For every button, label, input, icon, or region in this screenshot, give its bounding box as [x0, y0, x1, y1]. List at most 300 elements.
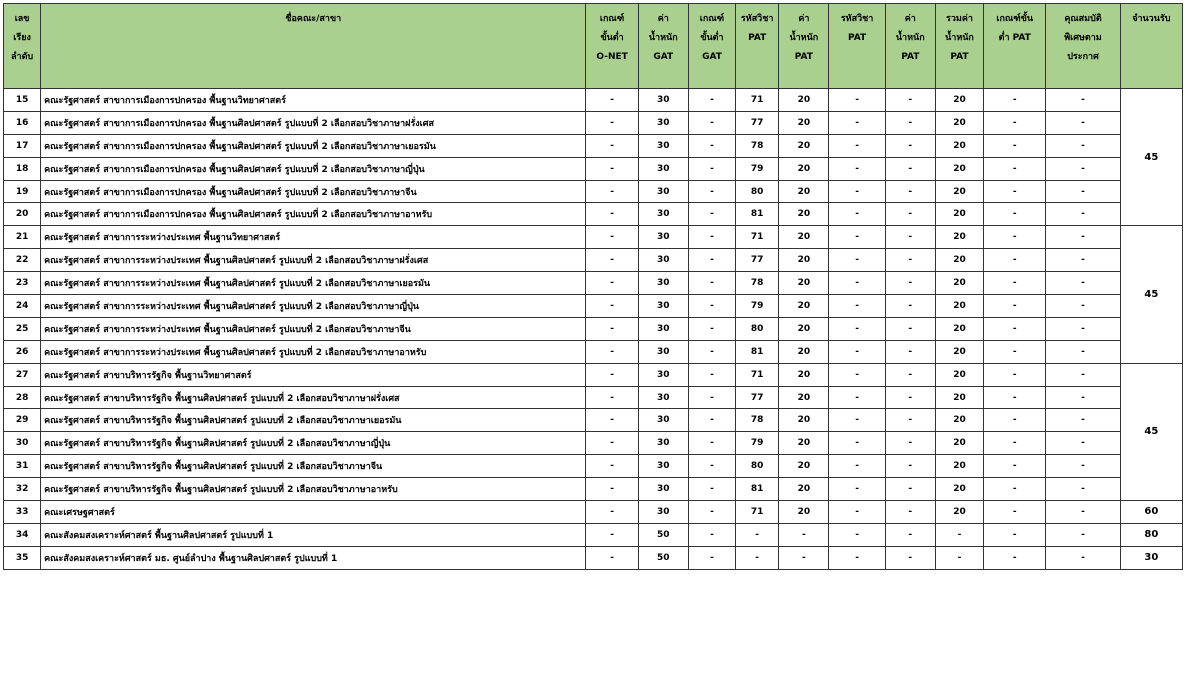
onet-min-cell: -	[586, 409, 638, 432]
special-qualification-cell: -	[1046, 432, 1120, 455]
pat-code-1-cell: 77	[736, 249, 779, 272]
program-name-cell: คณะรัฐศาสตร์ สาขาบริหารรัฐกิจ พื้นฐานศิลปศาสตร์ รูปแบบที่ 2 เลือกสอบวิชาภาษาจีน	[41, 455, 586, 478]
column-header	[984, 4, 1046, 89]
pat-code-2-cell: -	[829, 546, 885, 569]
column-header-line: พิเศษตาม	[1064, 33, 1102, 43]
gat-weight-cell: 30	[638, 203, 688, 226]
program-name-cell: คณะรัฐศาสตร์ สาขาการเมืองการปกครอง พื้นฐานศิลปศาสตร์ รูปแบบที่ 2 เลือกสอบวิชาภาษาเยอรมัน	[41, 134, 586, 157]
quota-cell: 30	[1120, 546, 1182, 569]
pat-weight-2-cell: -	[885, 272, 935, 295]
pat-weight-1-cell: 20	[779, 111, 829, 134]
gat-min-cell: -	[688, 134, 735, 157]
pat-weight-1-cell: 20	[779, 295, 829, 318]
special-qualification-cell: -	[1046, 295, 1120, 318]
pat-total-weight-cell: 20	[935, 501, 983, 524]
gat-min-cell: -	[688, 226, 735, 249]
gat-weight-cell: 30	[638, 409, 688, 432]
row-number-cell: 16	[4, 111, 41, 134]
pat-min-cell: -	[984, 272, 1046, 295]
table-row	[4, 157, 1183, 180]
pat-weight-1-cell: 20	[779, 386, 829, 409]
column-header-line: เกณฑ์	[699, 14, 725, 24]
onet-min-cell: -	[586, 317, 638, 340]
pat-min-cell: -	[984, 249, 1046, 272]
pat-code-2-cell: -	[829, 317, 885, 340]
special-qualification-cell: -	[1046, 249, 1120, 272]
column-header-line: รหัสวิชา	[740, 14, 774, 24]
pat-code-2-cell: -	[829, 455, 885, 478]
pat-code-1-cell: -	[736, 523, 779, 546]
gat-min-cell: -	[688, 203, 735, 226]
pat-min-cell: -	[984, 180, 1046, 203]
pat-weight-1-cell: 20	[779, 226, 829, 249]
special-qualification-cell: -	[1046, 546, 1120, 569]
pat-total-weight-cell: 20	[935, 249, 983, 272]
column-header	[4, 4, 41, 89]
column-header	[1046, 4, 1120, 89]
pat-code-1-cell: 80	[736, 180, 779, 203]
pat-weight-2-cell: -	[885, 157, 935, 180]
pat-code-1-cell: 78	[736, 134, 779, 157]
pat-min-cell: -	[984, 455, 1046, 478]
onet-min-cell: -	[586, 478, 638, 501]
table-row	[4, 501, 1183, 524]
pat-code-2-cell: -	[829, 295, 885, 318]
row-number-cell: 27	[4, 363, 41, 386]
admission-criteria-table	[3, 3, 1183, 570]
column-header-line: น้ำหนัก	[895, 33, 925, 43]
special-qualification-cell: -	[1046, 340, 1120, 363]
gat-weight-cell: 30	[638, 111, 688, 134]
special-qualification-cell: -	[1046, 501, 1120, 524]
special-qualification-cell: -	[1046, 180, 1120, 203]
quota-cell: 45	[1120, 226, 1182, 363]
program-name-cell: คณะรัฐศาสตร์ สาขาการระหว่างประเทศ พื้นฐานศิลปศาสตร์ รูปแบบที่ 2 เลือกสอบวิชาภาษาอาหรับ	[41, 340, 586, 363]
gat-min-cell: -	[688, 317, 735, 340]
column-header	[586, 4, 638, 89]
program-name-cell: คณะรัฐศาสตร์ สาขาการเมืองการปกครอง พื้นฐานศิลปศาสตร์ รูปแบบที่ 2 เลือกสอบวิชาภาษาญี่ปุ่น	[41, 157, 586, 180]
row-number-cell: 19	[4, 180, 41, 203]
onet-min-cell: -	[586, 432, 638, 455]
column-header-line: รหัสวิชา	[840, 14, 874, 24]
special-qualification-cell: -	[1046, 523, 1120, 546]
gat-weight-cell: 30	[638, 157, 688, 180]
onet-min-cell: -	[586, 546, 638, 569]
pat-weight-2-cell: -	[885, 409, 935, 432]
onet-min-cell: -	[586, 134, 638, 157]
pat-total-weight-cell: 20	[935, 111, 983, 134]
special-qualification-cell: -	[1046, 226, 1120, 249]
column-header-line: คุณสมบัติ	[1064, 14, 1102, 24]
pat-total-weight-cell: 20	[935, 432, 983, 455]
table-row	[4, 180, 1183, 203]
program-name-cell: คณะรัฐศาสตร์ สาขาการเมืองการปกครอง พื้นฐานศิลปศาสตร์ รูปแบบที่ 2 เลือกสอบวิชาภาษาฝรั่งเศส	[41, 111, 586, 134]
special-qualification-cell: -	[1046, 409, 1120, 432]
column-header-line: น้ำหนัก	[789, 33, 819, 43]
program-name-cell: คณะรัฐศาสตร์ สาขาบริหารรัฐกิจ พื้นฐานศิลปศาสตร์ รูปแบบที่ 2 เลือกสอบวิชาภาษาญี่ปุ่น	[41, 432, 586, 455]
row-number-cell: 22	[4, 249, 41, 272]
pat-min-cell: -	[984, 546, 1046, 569]
program-name-cell: คณะสังคมสงเคราะห์ศาสตร์ พื้นฐานศิลปศาสตร์ รูปแบบที่ 1	[41, 523, 586, 546]
gat-min-cell: -	[688, 501, 735, 524]
table-row	[4, 89, 1183, 112]
pat-code-2-cell: -	[829, 157, 885, 180]
program-name-cell: คณะรัฐศาสตร์ สาขาบริหารรัฐกิจ พื้นฐานวิทยาศาสตร์	[41, 363, 586, 386]
column-header-line: PAT	[794, 52, 813, 62]
column-header	[41, 4, 586, 89]
gat-min-cell: -	[688, 111, 735, 134]
pat-code-2-cell: -	[829, 363, 885, 386]
table-row	[4, 409, 1183, 432]
table-row	[4, 226, 1183, 249]
gat-weight-cell: 30	[638, 340, 688, 363]
gat-weight-cell: 30	[638, 386, 688, 409]
gat-min-cell: -	[688, 89, 735, 112]
pat-weight-2-cell: -	[885, 226, 935, 249]
column-header-line: GAT	[653, 52, 674, 62]
pat-weight-2-cell: -	[885, 295, 935, 318]
pat-code-2-cell: -	[829, 386, 885, 409]
special-qualification-cell: -	[1046, 363, 1120, 386]
quota-cell: 80	[1120, 523, 1182, 546]
onet-min-cell: -	[586, 180, 638, 203]
pat-weight-2-cell: -	[885, 455, 935, 478]
pat-min-cell: -	[984, 432, 1046, 455]
pat-total-weight-cell: 20	[935, 226, 983, 249]
gat-weight-cell: 30	[638, 501, 688, 524]
column-header-line: ค่า	[904, 14, 916, 24]
program-name-cell: คณะรัฐศาสตร์ สาขาบริหารรัฐกิจ พื้นฐานศิลปศาสตร์ รูปแบบที่ 2 เลือกสอบวิชาภาษาฝรั่งเศส	[41, 386, 586, 409]
pat-weight-1-cell: 20	[779, 89, 829, 112]
program-name-cell: คณะสังคมสงเคราะห์ศาสตร์ มธ. ศูนย์ลำปาง พื้นฐานศิลปศาสตร์ รูปแบบที่ 1	[41, 546, 586, 569]
special-qualification-cell: -	[1046, 455, 1120, 478]
pat-total-weight-cell: 20	[935, 89, 983, 112]
table-row	[4, 134, 1183, 157]
pat-weight-1-cell: 20	[779, 134, 829, 157]
gat-min-cell: -	[688, 546, 735, 569]
pat-code-2-cell: -	[829, 111, 885, 134]
pat-min-cell: -	[984, 386, 1046, 409]
gat-weight-cell: 30	[638, 226, 688, 249]
gat-weight-cell: 30	[638, 180, 688, 203]
table-row	[4, 363, 1183, 386]
pat-weight-2-cell: -	[885, 340, 935, 363]
pat-min-cell: -	[984, 340, 1046, 363]
special-qualification-cell: -	[1046, 317, 1120, 340]
pat-code-2-cell: -	[829, 226, 885, 249]
column-header-line: ขั้นต่ำ	[600, 33, 624, 43]
pat-weight-2-cell: -	[885, 478, 935, 501]
pat-weight-2-cell: -	[885, 134, 935, 157]
pat-min-cell: -	[984, 317, 1046, 340]
table-row	[4, 340, 1183, 363]
pat-weight-1-cell: 20	[779, 157, 829, 180]
gat-min-cell: -	[688, 386, 735, 409]
column-header	[1120, 4, 1182, 89]
table-row	[4, 478, 1183, 501]
onet-min-cell: -	[586, 340, 638, 363]
pat-code-2-cell: -	[829, 478, 885, 501]
onet-min-cell: -	[586, 386, 638, 409]
row-number-cell: 15	[4, 89, 41, 112]
pat-weight-2-cell: -	[885, 180, 935, 203]
pat-weight-2-cell: -	[885, 501, 935, 524]
pat-total-weight-cell: 20	[935, 180, 983, 203]
pat-weight-1-cell: 20	[779, 432, 829, 455]
pat-weight-2-cell: -	[885, 317, 935, 340]
pat-min-cell: -	[984, 478, 1046, 501]
pat-total-weight-cell: 20	[935, 295, 983, 318]
pat-min-cell: -	[984, 363, 1046, 386]
pat-total-weight-cell: 20	[935, 203, 983, 226]
pat-weight-1-cell: 20	[779, 249, 829, 272]
pat-code-1-cell: 80	[736, 455, 779, 478]
onet-min-cell: -	[586, 157, 638, 180]
column-header-line: ขั้นต่ำ	[700, 33, 724, 43]
pat-weight-1-cell: 20	[779, 203, 829, 226]
special-qualification-cell: -	[1046, 478, 1120, 501]
pat-weight-1-cell: 20	[779, 272, 829, 295]
pat-code-2-cell: -	[829, 523, 885, 546]
quota-cell: 60	[1120, 501, 1182, 524]
row-number-cell: 31	[4, 455, 41, 478]
row-number-cell: 23	[4, 272, 41, 295]
pat-min-cell: -	[984, 89, 1046, 112]
pat-code-2-cell: -	[829, 249, 885, 272]
pat-weight-1-cell: 20	[779, 180, 829, 203]
pat-code-1-cell: 77	[736, 386, 779, 409]
row-number-cell: 35	[4, 546, 41, 569]
pat-code-2-cell: -	[829, 501, 885, 524]
column-header-line: รวมค่า	[946, 14, 973, 24]
pat-code-2-cell: -	[829, 89, 885, 112]
row-number-cell: 28	[4, 386, 41, 409]
column-header-line: ชื่อคณะ/สาขา	[285, 14, 342, 24]
pat-code-1-cell: 71	[736, 89, 779, 112]
onet-min-cell: -	[586, 455, 638, 478]
special-qualification-cell: -	[1046, 89, 1120, 112]
row-number-cell: 25	[4, 317, 41, 340]
gat-min-cell: -	[688, 523, 735, 546]
column-header-line: เกณฑ์	[599, 14, 625, 24]
table-row	[4, 295, 1183, 318]
gat-min-cell: -	[688, 249, 735, 272]
gat-weight-cell: 30	[638, 295, 688, 318]
program-name-cell: คณะรัฐศาสตร์ สาขาการระหว่างประเทศ พื้นฐานศิลปศาสตร์ รูปแบบที่ 2 เลือกสอบวิชาภาษาฝรั่งเศส	[41, 249, 586, 272]
program-name-cell: คณะรัฐศาสตร์ สาขาการเมืองการปกครอง พื้นฐานศิลปศาสตร์ รูปแบบที่ 2 เลือกสอบวิชาภาษาจีน	[41, 180, 586, 203]
table-row	[4, 317, 1183, 340]
column-header-line: น้ำหนัก	[945, 33, 974, 43]
onet-min-cell: -	[586, 363, 638, 386]
column-header-line: เกณฑ์ขั้น	[996, 14, 1034, 24]
gat-weight-cell: 30	[638, 89, 688, 112]
gat-weight-cell: 30	[638, 249, 688, 272]
pat-code-2-cell: -	[829, 432, 885, 455]
program-name-cell: คณะรัฐศาสตร์ สาขาการเมืองการปกครอง พื้นฐานวิทยาศาสตร์	[41, 89, 586, 112]
pat-total-weight-cell: 20	[935, 157, 983, 180]
program-name-cell: คณะรัฐศาสตร์ สาขาการเมืองการปกครอง พื้นฐานศิลปศาสตร์ รูปแบบที่ 2 เลือกสอบวิชาภาษาอาหรับ	[41, 203, 586, 226]
pat-code-1-cell: 81	[736, 203, 779, 226]
pat-total-weight-cell: 20	[935, 317, 983, 340]
pat-code-1-cell: 81	[736, 478, 779, 501]
pat-code-1-cell: 81	[736, 340, 779, 363]
pat-weight-1-cell: 20	[779, 317, 829, 340]
column-header-line: ลำดับ	[11, 52, 34, 62]
row-number-cell: 34	[4, 523, 41, 546]
gat-weight-cell: 30	[638, 317, 688, 340]
pat-min-cell: -	[984, 501, 1046, 524]
pat-code-1-cell: 79	[736, 157, 779, 180]
column-header	[885, 4, 935, 89]
pat-code-2-cell: -	[829, 409, 885, 432]
table-row	[4, 272, 1183, 295]
pat-weight-2-cell: -	[885, 523, 935, 546]
pat-min-cell: -	[984, 523, 1046, 546]
gat-min-cell: -	[688, 432, 735, 455]
pat-code-1-cell: 78	[736, 272, 779, 295]
pat-code-2-cell: -	[829, 340, 885, 363]
column-header-line: จำนวนรับ	[1132, 14, 1171, 24]
pat-code-2-cell: -	[829, 272, 885, 295]
column-header-line: ต่ำ PAT	[998, 33, 1031, 43]
pat-total-weight-cell: 20	[935, 272, 983, 295]
pat-min-cell: -	[984, 134, 1046, 157]
pat-code-1-cell: 78	[736, 409, 779, 432]
row-number-cell: 26	[4, 340, 41, 363]
row-number-cell: 20	[4, 203, 41, 226]
onet-min-cell: -	[586, 249, 638, 272]
pat-weight-1-cell: -	[779, 546, 829, 569]
column-header-line: O-NET	[596, 52, 628, 62]
pat-total-weight-cell: 20	[935, 409, 983, 432]
special-qualification-cell: -	[1046, 272, 1120, 295]
gat-min-cell: -	[688, 180, 735, 203]
pat-code-2-cell: -	[829, 134, 885, 157]
row-number-cell: 21	[4, 226, 41, 249]
quota-cell: 45	[1120, 89, 1182, 226]
program-name-cell: คณะรัฐศาสตร์ สาขาบริหารรัฐกิจ พื้นฐานศิลปศาสตร์ รูปแบบที่ 2 เลือกสอบวิชาภาษาอาหรับ	[41, 478, 586, 501]
table-row	[4, 455, 1183, 478]
quota-cell: 45	[1120, 363, 1182, 500]
pat-weight-2-cell: -	[885, 203, 935, 226]
column-header-line: PAT	[950, 52, 969, 62]
program-name-cell: คณะเศรษฐศาสตร์	[41, 501, 586, 524]
row-number-cell: 29	[4, 409, 41, 432]
gat-min-cell: -	[688, 363, 735, 386]
gat-weight-cell: 30	[638, 432, 688, 455]
gat-weight-cell: 30	[638, 363, 688, 386]
column-header	[779, 4, 829, 89]
table-row	[4, 523, 1183, 546]
table-body	[4, 89, 1183, 570]
gat-weight-cell: 30	[638, 478, 688, 501]
pat-min-cell: -	[984, 295, 1046, 318]
pat-weight-1-cell: 20	[779, 340, 829, 363]
pat-code-1-cell: 79	[736, 295, 779, 318]
program-name-cell: คณะรัฐศาสตร์ สาขาการระหว่างประเทศ พื้นฐานศิลปศาสตร์ รูปแบบที่ 2 เลือกสอบวิชาภาษาญี่ปุ่น	[41, 295, 586, 318]
gat-min-cell: -	[688, 409, 735, 432]
onet-min-cell: -	[586, 523, 638, 546]
column-header-line: GAT	[702, 52, 722, 62]
pat-total-weight-cell: 20	[935, 478, 983, 501]
gat-min-cell: -	[688, 455, 735, 478]
pat-code-1-cell: 71	[736, 226, 779, 249]
table-row	[4, 546, 1183, 569]
pat-weight-2-cell: -	[885, 386, 935, 409]
pat-weight-2-cell: -	[885, 432, 935, 455]
table-row	[4, 386, 1183, 409]
table-row	[4, 111, 1183, 134]
table-row	[4, 249, 1183, 272]
special-qualification-cell: -	[1046, 111, 1120, 134]
program-name-cell: คณะรัฐศาสตร์ สาขาการระหว่างประเทศ พื้นฐานศิลปศาสตร์ รูปแบบที่ 2 เลือกสอบวิชาภาษาเยอรมัน	[41, 272, 586, 295]
program-name-cell: คณะรัฐศาสตร์ สาขาบริหารรัฐกิจ พื้นฐานศิลปศาสตร์ รูปแบบที่ 2 เลือกสอบวิชาภาษาเยอรมัน	[41, 409, 586, 432]
gat-weight-cell: 30	[638, 455, 688, 478]
pat-weight-1-cell: 20	[779, 501, 829, 524]
column-header-line: เลข	[14, 14, 30, 24]
table-row	[4, 432, 1183, 455]
column-header	[638, 4, 688, 89]
table-row	[4, 203, 1183, 226]
gat-min-cell: -	[688, 157, 735, 180]
pat-weight-2-cell: -	[885, 111, 935, 134]
gat-weight-cell: 30	[638, 134, 688, 157]
gat-weight-cell: 50	[638, 523, 688, 546]
pat-code-1-cell: 80	[736, 317, 779, 340]
pat-weight-1-cell: -	[779, 523, 829, 546]
pat-code-1-cell: 71	[736, 363, 779, 386]
pat-min-cell: -	[984, 409, 1046, 432]
onet-min-cell: -	[586, 111, 638, 134]
pat-total-weight-cell: -	[935, 523, 983, 546]
program-name-cell: คณะรัฐศาสตร์ สาขาการระหว่างประเทศ พื้นฐานศิลปศาสตร์ รูปแบบที่ 2 เลือกสอบวิชาภาษาจีน	[41, 317, 586, 340]
onet-min-cell: -	[586, 501, 638, 524]
pat-min-cell: -	[984, 111, 1046, 134]
row-number-cell: 24	[4, 295, 41, 318]
column-header-line: ประกาศ	[1067, 52, 1099, 62]
onet-min-cell: -	[586, 203, 638, 226]
column-header-line: PAT	[901, 52, 920, 62]
pat-weight-2-cell: -	[885, 89, 935, 112]
pat-weight-1-cell: 20	[779, 363, 829, 386]
pat-code-1-cell: 71	[736, 501, 779, 524]
onet-min-cell: -	[586, 272, 638, 295]
pat-min-cell: -	[984, 157, 1046, 180]
pat-total-weight-cell: -	[935, 546, 983, 569]
gat-min-cell: -	[688, 340, 735, 363]
pat-code-1-cell: 79	[736, 432, 779, 455]
gat-weight-cell: 50	[638, 546, 688, 569]
pat-total-weight-cell: 20	[935, 134, 983, 157]
pat-total-weight-cell: 20	[935, 386, 983, 409]
pat-weight-2-cell: -	[885, 249, 935, 272]
onet-min-cell: -	[586, 295, 638, 318]
column-header	[829, 4, 885, 89]
pat-code-2-cell: -	[829, 180, 885, 203]
onet-min-cell: -	[586, 226, 638, 249]
column-header	[736, 4, 779, 89]
gat-min-cell: -	[688, 295, 735, 318]
pat-weight-1-cell: 20	[779, 409, 829, 432]
onet-min-cell: -	[586, 89, 638, 112]
row-number-cell: 30	[4, 432, 41, 455]
row-number-cell: 33	[4, 501, 41, 524]
column-header-line: PAT	[847, 33, 867, 43]
column-header-line: ค่า	[798, 14, 810, 24]
pat-code-1-cell: 77	[736, 111, 779, 134]
pat-weight-2-cell: -	[885, 546, 935, 569]
pat-code-2-cell: -	[829, 203, 885, 226]
